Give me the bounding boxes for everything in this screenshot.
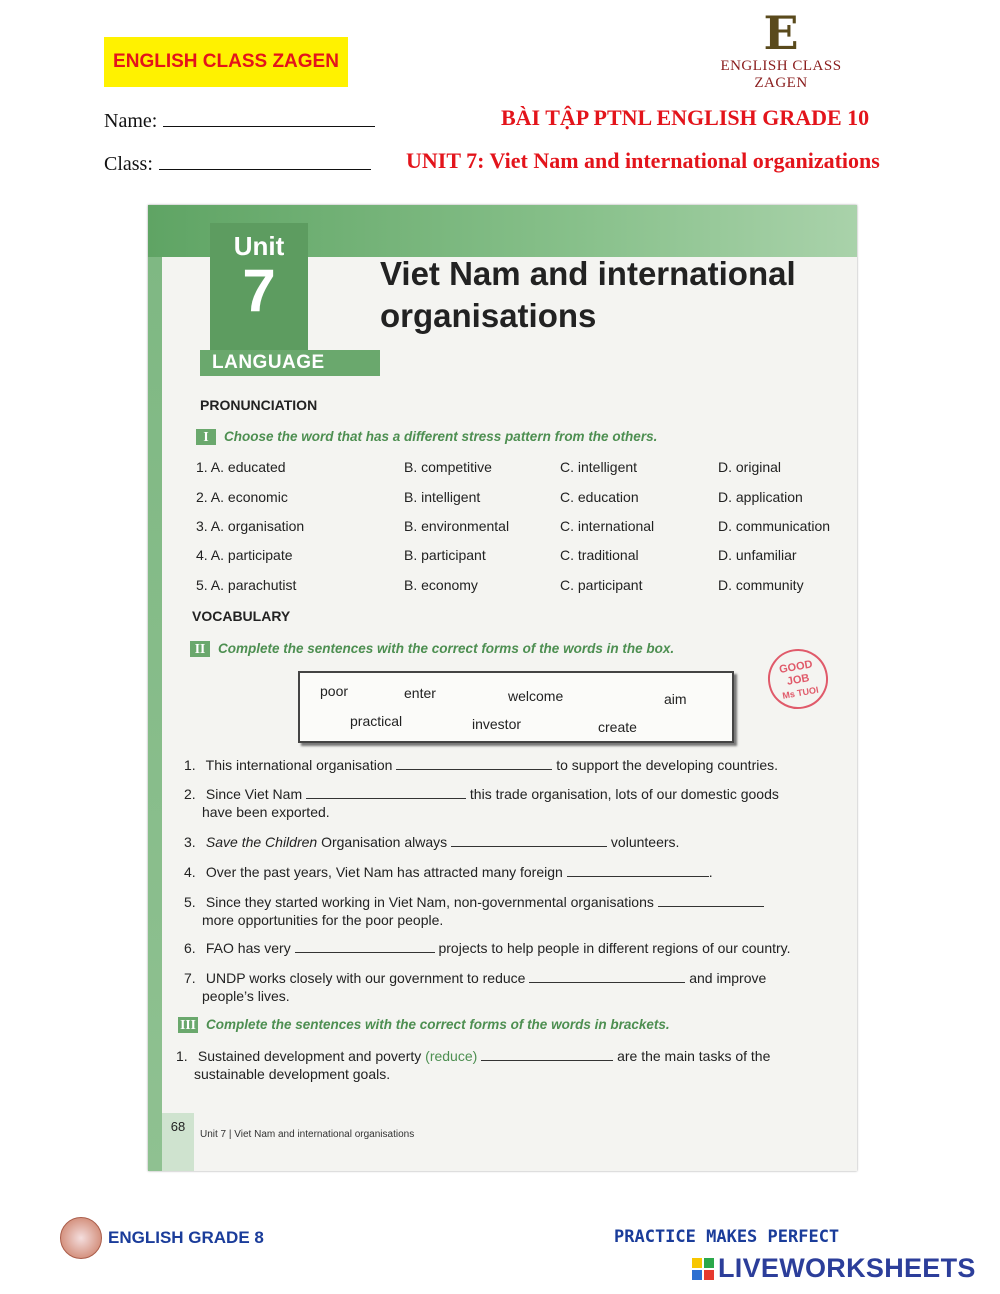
name-blank[interactable]: [163, 108, 375, 127]
footer-left: [60, 1217, 264, 1259]
answer-blank[interactable]: [451, 846, 607, 847]
box-word: aim: [664, 691, 687, 707]
option-c[interactable]: C. intelligent: [560, 459, 638, 475]
exercise-1-number: I: [196, 429, 216, 445]
unit-title: UNIT 7: Viet Nam and international organizations: [406, 148, 880, 173]
exercise-3-text: Complete the sentences with the correct forms of the words in brackets.: [206, 1017, 670, 1032]
option-d[interactable]: D. unfamiliar: [718, 547, 797, 563]
option-a[interactable]: 5. A. parachutist: [196, 577, 297, 593]
sentence-text: are the main tasks of the: [617, 1048, 771, 1064]
logo-brand-text: ENGLISH CLASS ZAGEN: [720, 58, 842, 91]
sentence-text: projects to help people in different regions of our country.: [438, 940, 791, 956]
exercise-2-text: Complete the sentences with the correct forms of the words in the box.: [218, 641, 675, 656]
mcq-row: [196, 518, 846, 538]
option-b[interactable]: B. environmental: [404, 518, 510, 534]
sentence-text: FAO has very: [205, 940, 291, 956]
sentence-number: 4.: [184, 864, 196, 880]
box-word: poor: [320, 683, 349, 699]
option-d[interactable]: D. communication: [718, 518, 831, 534]
box-word: create: [598, 719, 637, 735]
class-badge: ENGLISH CLASS ZAGEN: [104, 37, 348, 87]
logo-mark-icon: E: [763, 6, 799, 60]
sentence-number: 1.: [176, 1048, 188, 1064]
sentence-text: Over the past years, Viet Nam has attracted many foreign: [205, 864, 563, 880]
sentence-text: Organisation always: [321, 834, 448, 850]
page-number: 68: [162, 1113, 194, 1171]
logo: [696, 6, 866, 91]
sentence-text: to support the developing countries.: [556, 757, 779, 773]
unit-number: 7: [242, 257, 276, 324]
sentence-text: volunteers.: [610, 834, 680, 850]
sentence-number: 7.: [184, 970, 196, 986]
mcq-row: [196, 577, 846, 597]
exercise-2-number: II: [190, 641, 210, 657]
option-a[interactable]: 1. A. educated: [196, 459, 286, 475]
sentence: [184, 756, 844, 774]
answer-blank[interactable]: [396, 769, 552, 770]
stamp-line: JOB: [785, 672, 811, 688]
sentence-text: have been exported.: [202, 804, 330, 820]
grade-label: ENGLISH GRADE 8: [108, 1228, 264, 1247]
answer-blank[interactable]: [529, 982, 685, 983]
mcq-row: [196, 459, 846, 479]
exercise-2-instruction: [190, 641, 674, 657]
box-word: enter: [404, 685, 436, 701]
box-word: practical: [350, 713, 403, 729]
worksheet-title: BÀI TẬP PTNL ENGLISH GRADE 10: [501, 105, 870, 130]
sentence: [184, 893, 844, 929]
option-a[interactable]: 4. A. participate: [196, 547, 293, 563]
option-d[interactable]: D. original: [718, 459, 782, 475]
sentence-text: sustainable development goals.: [194, 1066, 391, 1082]
sentence-text: more opportunities for the poor people.: [202, 912, 444, 928]
sentence-text: Since Viet Nam: [205, 786, 303, 802]
sentence-text: Save the Children: [205, 834, 318, 850]
sentence-text: this trade organisation, lots of our domestic goods: [469, 786, 779, 802]
answer-blank[interactable]: [295, 952, 435, 953]
option-c[interactable]: C. traditional: [560, 547, 639, 563]
good-job-stamp: [763, 644, 833, 714]
mcq-row: [196, 489, 846, 509]
sentence-number: 2.: [184, 786, 196, 802]
unit-word: Unit: [233, 231, 285, 261]
option-d[interactable]: D. community: [718, 577, 804, 593]
option-b[interactable]: B. participant: [404, 547, 486, 563]
textbook-page: [148, 205, 857, 1171]
sentence-text: This international organisation: [205, 757, 393, 773]
exercise-1-instruction: [196, 429, 657, 445]
sentence-number: 3.: [184, 834, 196, 850]
answer-blank[interactable]: [658, 906, 764, 907]
name-field[interactable]: [104, 108, 375, 133]
sentence-number: 6.: [184, 940, 196, 956]
option-b[interactable]: B. economy: [404, 577, 478, 593]
exercise-1-text: Choose the word that has a different stress pattern from the others.: [224, 429, 658, 444]
sentence-text: people’s lives.: [202, 988, 290, 1004]
stamp-line: Ms TUOI: [781, 684, 820, 701]
sentence-number: 5.: [184, 894, 196, 910]
class-blank[interactable]: [159, 151, 371, 170]
liveworksheets-brand[interactable]: [692, 1253, 976, 1284]
sentence-text: Sustained development and poverty: [197, 1048, 422, 1064]
exercise-3-number: III: [178, 1017, 198, 1033]
option-a[interactable]: 2. A. economic: [196, 489, 288, 505]
sentence: [176, 1047, 836, 1083]
class-field[interactable]: [104, 151, 371, 176]
unit-box: [210, 223, 308, 355]
sentence: [184, 863, 844, 881]
answer-blank[interactable]: [567, 876, 709, 877]
name-label: Name:: [104, 110, 158, 132]
box-word: investor: [472, 716, 522, 732]
motto: PRACTICE MAKES PERFECT: [614, 1227, 840, 1247]
sentence-text: .: [708, 864, 713, 880]
page-footer: Unit 7 | Viet Nam and international organisations: [200, 1129, 415, 1140]
mcq-row: [196, 547, 846, 567]
word-box: [298, 671, 734, 743]
exercise-3-instruction: [178, 1017, 670, 1033]
sentence-text: UNDP works closely with our government to reduce: [205, 970, 526, 986]
school-logo-icon: [60, 1217, 102, 1259]
option-b[interactable]: B. competitive: [404, 459, 492, 475]
vocabulary-heading: VOCABULARY: [192, 608, 291, 624]
option-d[interactable]: D. application: [718, 489, 803, 505]
sentence: [184, 833, 844, 851]
class-label: Class:: [104, 153, 153, 175]
language-tab: LANGUAGE: [200, 350, 380, 376]
pronunciation-heading: PRONUNCIATION: [200, 397, 318, 413]
liveworksheets-text: LIVEWORKSHEETS: [718, 1253, 976, 1283]
sentence: [184, 785, 844, 821]
option-c[interactable]: C. international: [560, 518, 655, 534]
word-hint: (reduce): [425, 1048, 478, 1064]
sentence: [184, 939, 844, 957]
answer-blank[interactable]: [481, 1060, 613, 1061]
liveworksheets-icon: [692, 1258, 714, 1280]
book-title: Viet Nam and international organisations: [380, 255, 796, 334]
option-c[interactable]: C. participant: [560, 577, 643, 593]
sentence-number: 1.: [184, 757, 196, 773]
option-c[interactable]: C. education: [560, 489, 639, 505]
stamp-line: GOOD: [778, 658, 814, 677]
sentence-text: and improve: [689, 970, 767, 986]
sentence: [184, 969, 844, 1005]
page-edge: [148, 257, 162, 1171]
box-word: welcome: [508, 688, 564, 704]
sentence-text: Since they started working in Viet Nam, non-governmental organisations: [205, 894, 654, 910]
option-a[interactable]: 3. A. organisation: [196, 518, 305, 534]
answer-blank[interactable]: [306, 798, 466, 799]
option-b[interactable]: B. intelligent: [404, 489, 481, 505]
